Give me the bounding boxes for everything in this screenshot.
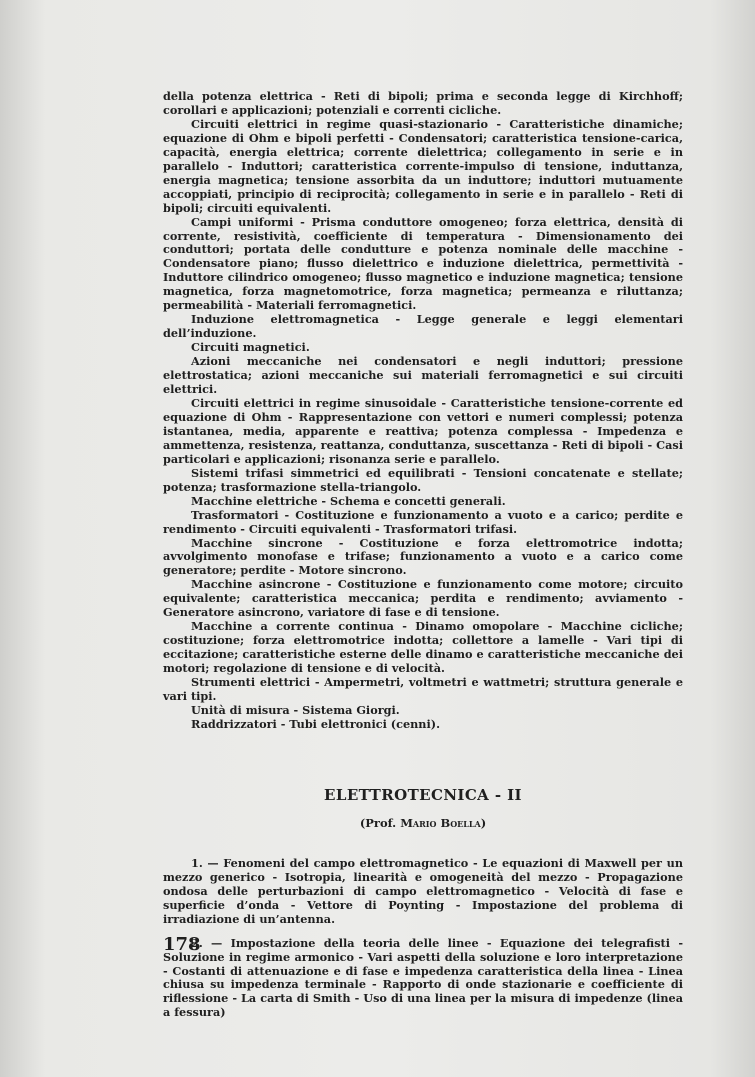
- professor-name: Mario Boella: [400, 815, 481, 830]
- topic-paragraph: Induzione elettromagnetica - Legge generale e leggi elementari dell’induzione.: [163, 312, 683, 341]
- topic-paragraph: Raddrizzatori - Tubi elettronici (cenni).: [191, 716, 440, 731]
- professor-line: [163, 816, 683, 830]
- intro-paragraph: della potenza elettrica - Reti di bipoli; prima e seconda legge di Kirchhoff; corollari e applicazioni; potenziali e correnti cicliche.: [163, 89, 683, 117]
- topic-paragraph: Macchine asincrone - Costituzione e funzionamento come motore; circuito equivalente; caratteristica meccanica; perdita e rendimento; avviamento - Generatore asincrono, variatore di fase e di tensione.: [163, 577, 683, 620]
- topic-paragraph: Campi uniformi - Prisma conduttore omogeneo; forza elettrica, densità di corrente, resistività, coefficiente di temperatura - Dimensionamento dei conduttori; portata delle condutture e potenza nominale delle macchine - Condensatore piano; flusso dielettrico e induzione dielettrica, permettività - Induttore cilindrico omogeneo; flusso magnetico e induzione magnetica; tensione magnetica, forza magnetomotrice, forza magnetica; permeanza e riluttanza; permeabilità - Materiali ferromagnetici.: [163, 214, 683, 313]
- topic-paragraph: Circuiti magnetici.: [191, 340, 310, 355]
- topic-paragraph: Strumenti elettrici - Ampermetri, voltmetri e wattmetri; struttura generale e vari tipi.: [163, 675, 683, 703]
- topic-paragraph: Unità di misura - Sistema Giorgi.: [191, 702, 400, 717]
- topic-paragraph: Macchine sincrone - Costituzione e forza elettromotrice indotta; avvolgimento monofase e trifase; funzionamento a vuoto e a carico come generatore; perdite - Motore sincrono.: [163, 535, 683, 578]
- page-body: [163, 90, 683, 1020]
- professor-prefix: (Prof.: [359, 815, 401, 830]
- page-number: 178: [163, 934, 201, 955]
- topic-paragraph: Macchine a corrente continua - Dinamo omopolare - Macchine cicliche; costituzione; forza elettromotrice indotta; collettore a lamelle - Vari tipi di eccitazione; caratteristiche esterne delle dinamo e caratteristiche meccaniche dei motori; regolazione di tensione e di velocità.: [163, 619, 683, 676]
- topic-paragraph: Circuiti elettrici in regime sinusoidale - Caratteristiche tensione-corrente ed equazione di Ohm - Rappresentazione con vettori e numeri complessi; potenza istantanea, media, apparente e reattiva; potenza complessa - Impedenza e ammettenza, resistenza, reattanza, conduttanza, suscettanza - Reti di bipoli - Casi particolari e applicazioni; risonanza serie e parallelo.: [163, 395, 683, 466]
- numbered-item: 1. — Fenomeni del campo elettromagnetico - Le equazioni di Maxwell per un mezzo generico - Isotropia, linearità e omogeneità del mezzo - Propagazione ondosa delle perturbazioni di campo elettromagnetico - Velocità di fase e superficie d’onda - Vettore di Poynting - Impostazione del problema di irradiazione di un’antenna.: [163, 855, 683, 926]
- numbered-item: 2. — Impostazione della teoria delle linee - Equazione dei telegrafisti - Soluzione in regime armonico - Vari aspetti della soluzione e loro interpretazione - Costanti di attenuazione e di fase e impedenza caratteristica della linea - Linea chiusa su impedenza terminale - Rapporto di onde stazionarie e coefficiente di riflessione - La carta di Smith - Uso di una linea per la misura di impedenze (linea a fessura): [163, 935, 683, 1020]
- professor-suffix: ): [480, 815, 487, 830]
- topic-paragraph: Macchine elettriche - Schema e concetti generali.: [191, 493, 506, 508]
- topic-paragraph: Trasformatori - Costituzione e funzionamento a vuoto e a carico; perdite e rendimento - Circuiti equivalenti - Trasformatori trifasi.: [163, 507, 683, 536]
- topic-paragraph: Sistemi trifasi simmetrici ed equilibrati - Tensioni concatenate e stellate; potenza; trasformazione stella-triangolo.: [163, 465, 683, 494]
- topic-paragraph: Circuiti elettrici in regime quasi-stazionario - Caratteristiche dinamiche; equazione di Ohm e bipoli perfetti - Condensatori; caratteristica tensione-carica, capacità, energia elettrica; corrente dielettrica; collegamento in serie e in parallelo - Induttori; caratteristica corrente-impulso di tensione, induttanza, energia magnetica; tensione assorbita da un induttore; induttori mutuamente accoppiati, principio di reciprocità; collegamento in serie e in parallelo - Reti di bipoli; circuiti equivalenti.: [163, 116, 683, 215]
- section-title: ELETTROTECNICA - II: [324, 785, 522, 804]
- topic-paragraph: Azioni meccaniche nei condensatori e negli induttori; pressione elettrostatica; azioni meccaniche sui materiali ferromagnetici e sui circuiti elettrici.: [163, 354, 683, 397]
